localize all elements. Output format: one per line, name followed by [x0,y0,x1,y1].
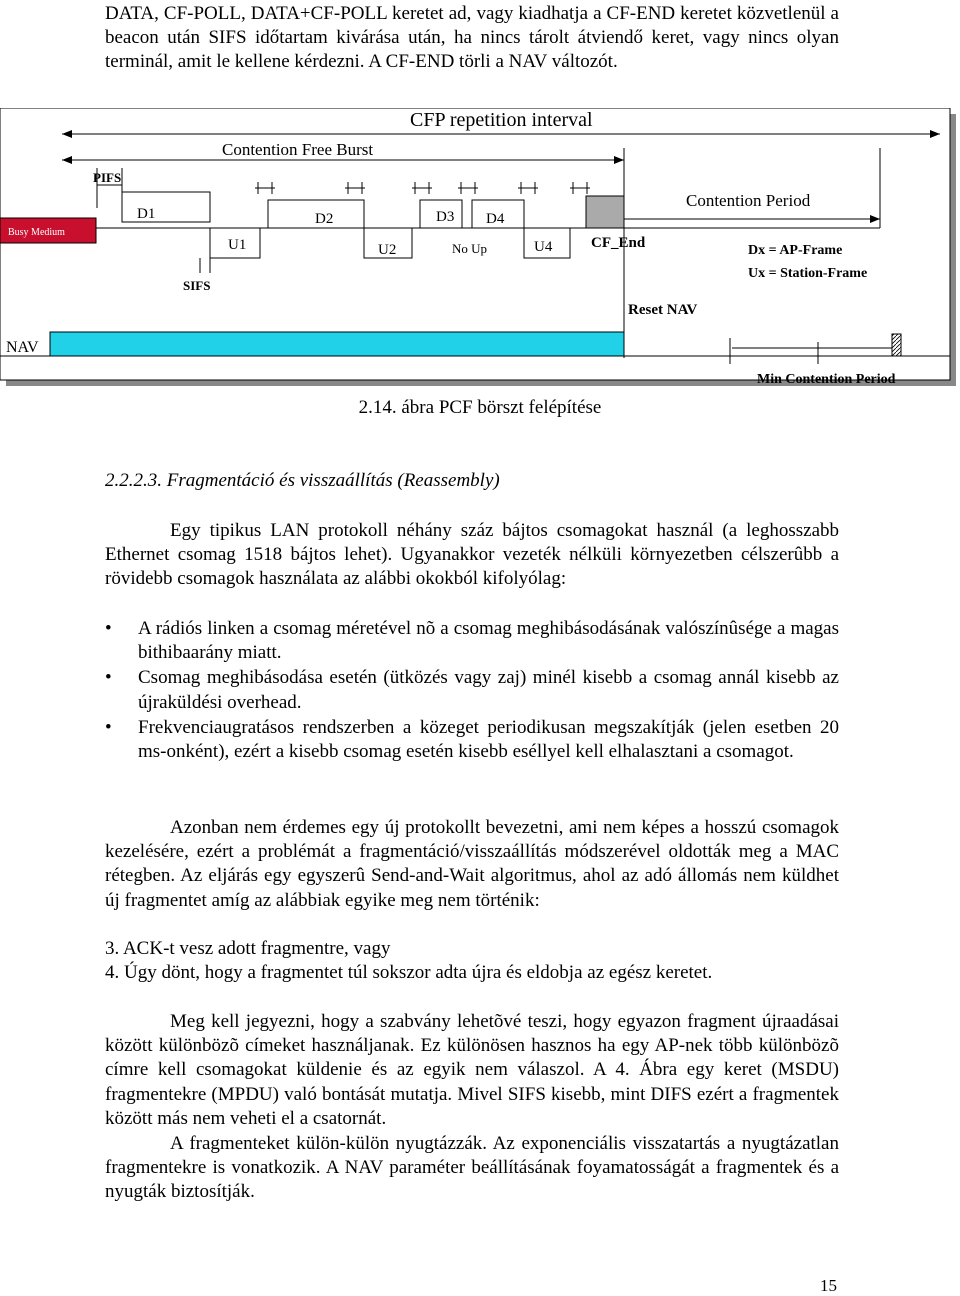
busy-medium-label: Busy Medium [8,227,65,238]
cf-end-block [586,196,624,228]
paragraph-4 [105,1132,839,1205]
nav-bar [50,332,624,356]
frame-d3: D3 [436,209,455,225]
paragraph-1-text: Egy tipikus LAN protokoll néhány száz bájtos csomagokat használ (a leghosszabb Ethernet csomag 1518 bájtos lehet). Ugyanakkor vezeték nélküli környezetben célszerûbb a rövidebb csomagok használata az alábbi okokból kifolyólag: [105,520,839,590]
no-up-label: No Up [452,241,488,256]
sifs-label: SIFS [183,278,211,293]
cf-end-label: CF_End [591,235,646,251]
legend-ux: Ux = Station-Frame [748,266,868,281]
pcf-burst-diagram [0,108,960,390]
frame-u1: U1 [228,237,247,253]
list-item-4: 4. Úgy dönt, hogy a fragmentet túl sokszor adta újra és eldobja az egész keretet. [105,962,713,983]
hatched-block [892,334,901,356]
legend-dx: Dx = AP-Frame [748,243,843,258]
paragraph-2-text: Azonban nem érdemes egy új protokollt bevezetni, ami nem képes a hosszú csomagok kezelésére, ezért a problémát a fragmentáció/visszaállítás módszerével oldották meg a MAC rétegben. Az eljárás egy egyszerû Send-and-Wait algoritmus, ahol az adó állomás nem küldhet új fragmentet amíg az alábbiak egyike meg nem történik: [105,817,839,911]
nav-label: NAV [6,339,39,356]
pifs-label: PIFS [93,170,122,185]
intro-paragraph: DATA, CF-POLL, DATA+CF-POLL keretet ad, vagy kiadhatja a CF-END keretet közvetlenül a beacon után SIFS időtartam kivárása után, ha nincs tárolt átviendő keret, vagy nincs olyan terminál, amit le kellene kérdezni. A CF-END törli a NAV változót. [105,3,839,73]
frame-u4: U4 [534,239,553,255]
frame-d2: D2 [315,211,334,227]
figure-caption: 2.14. ábra PCF börszt felépítése [358,397,602,418]
paragraph-4-text: A fragmenteket külön-külön nyugtázzák. Az exponenciális visszatartás a nyugtázatlan fragmentekre is vonatkozik. A NAV paraméter beállításának foyamatosságát a fragmentek és a nyugták biztosítják. [105,1133,839,1203]
paragraph-3-text: Meg kell jegyezni, hogy a szabvány lehetõvé teszi, hogy egyazon fragment újraadásai között különbözõ címeket használjanak. Ez különösen hasznos ha egy AP-nek több különbözõ címre kell csomagokat küldenie és az egyik nem válaszol. A 4. Ábra egy keret (MSDU) fragmentekre (MPDU) való bontását mutatja. Mivel SIFS kisebb, mint DIFS ezért a fragmentek között más nem veheti el a csatornát. [105,1011,839,1129]
frame-d4: D4 [486,211,505,227]
reset-nav-label: Reset NAV [628,302,698,318]
list-item-3: 3. ACK-t vesz adott fragmentre, vagy [105,938,391,959]
paragraph-1 [105,519,839,592]
bullet-item: • Frekvenciaugratásos rendszerben a közeget periodikusan megszakítják (jelen esetben 20 ms-onként), ezért a kisebb csomag esetén kisebb eséllyel kell elhalasztani a csomagot. [105,716,839,764]
page-number: 15 [820,1276,837,1295]
bullet-item: • Csomag meghibásodása esetén (ütközés vagy zaj) minél kisebb a csomag annál kisebb az újraküldési overhead. [105,666,839,714]
contention-period-label: Contention Period [686,191,811,210]
frame-d1: D1 [137,206,156,222]
cfp-repetition-label: CFP repetition interval [410,109,593,131]
bullet-list [105,617,839,765]
bullet-item: • A rádiós linken a csomag méretével nõ a csomag meghibásodásának valószínûsége a magas bithibaarány miatt. [105,617,839,665]
paragraph-2 [105,816,839,913]
min-contention-period-label: Min Contention Period [757,372,896,387]
section-heading: 2.2.2.3. Fragmentáció és visszaállítás (Reassembly) [105,470,500,491]
frame-u2: U2 [378,242,397,258]
paragraph-3 [105,1010,839,1131]
contention-free-burst-label: Contention Free Burst [222,140,374,159]
